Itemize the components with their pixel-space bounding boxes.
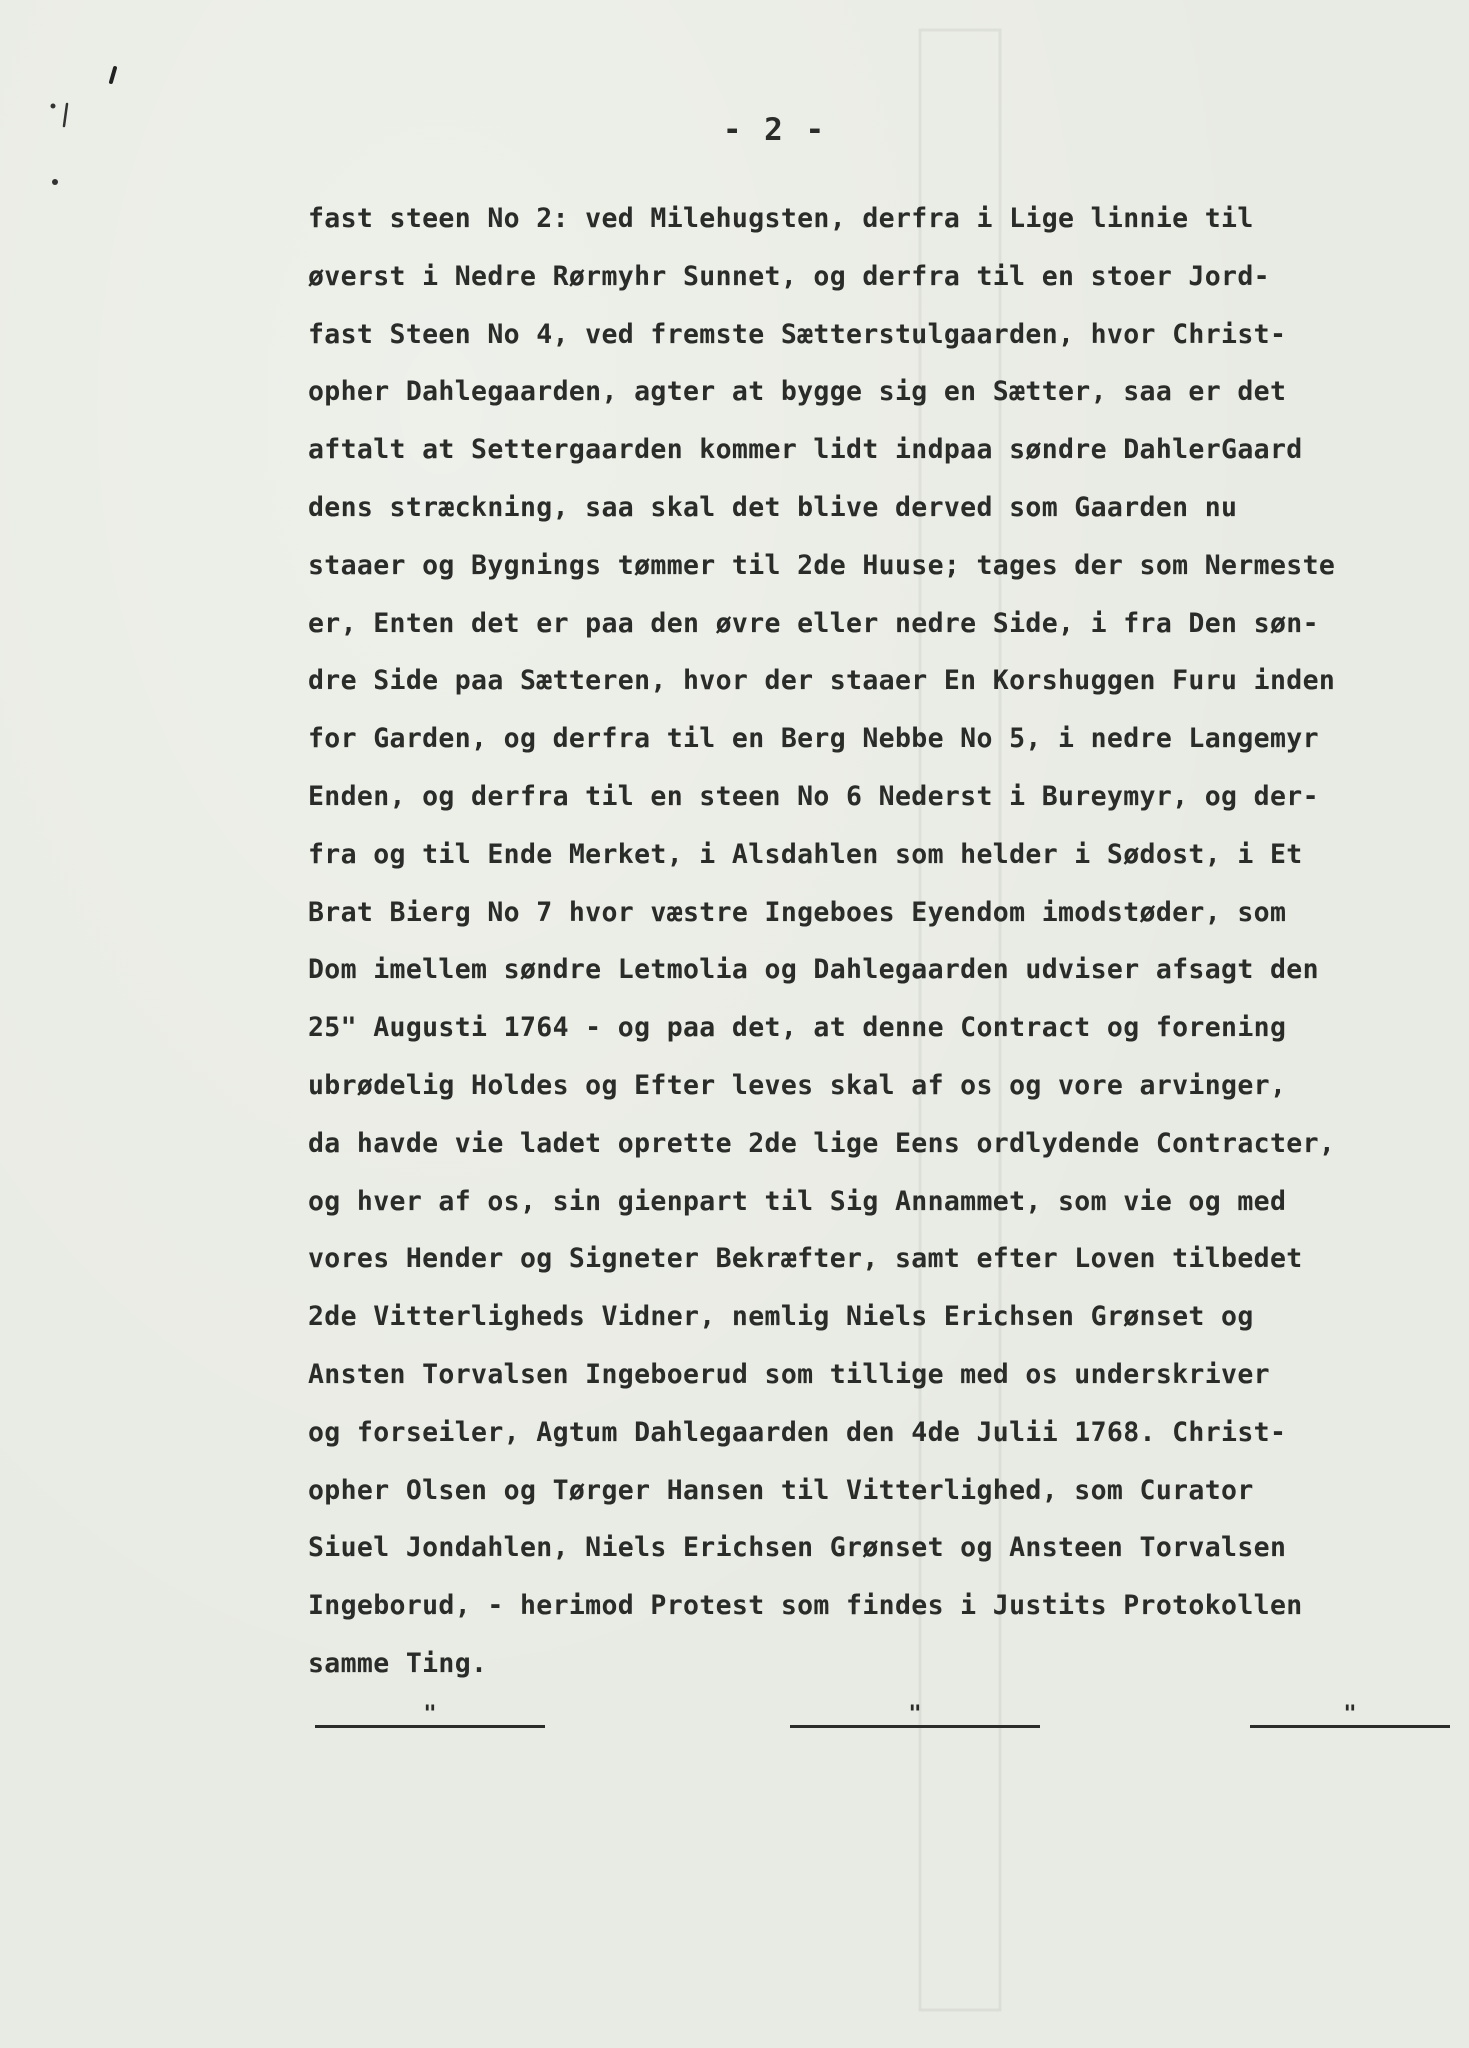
page-number: - 2 - xyxy=(722,112,827,148)
text-line: 25" Augusti 1764 - og paa det, at denne Contract og forening xyxy=(308,1012,1287,1044)
ditto-mark: " xyxy=(1343,1702,1357,1727)
text-line: Brat Bierg No 7 hvor væstre Ingeboes Eyendom imodstøder, som xyxy=(308,896,1287,928)
text-line: er, Enten det er paa den øvre eller nedre Side, i fra Den søn- xyxy=(308,607,1319,639)
text-line: for Garden, og derfra til en Berg Nebbe No 5, i nedre Langemyr xyxy=(308,723,1319,755)
text-line: fast steen No 2: ved Milehugsten, derfra i Lige linnie til xyxy=(308,203,1254,234)
text-line: dre Side paa Sætteren, hvor der staaer En Korshuggen Furu inden xyxy=(308,665,1336,697)
ditto-mark: " xyxy=(908,1702,922,1727)
text-line: da havde vie ladet oprette 2de lige Eens ordlydende Contracter, xyxy=(308,1127,1336,1159)
text-line: Enden, og derfra til en steen No 6 Nederst i Bureymyr, og der- xyxy=(308,780,1319,812)
document-body xyxy=(308,190,1448,1693)
text-line: og hver af os, sin gienpart til Sig Annammet, som vie og med xyxy=(308,1185,1287,1217)
text-line: opher Dahlegaarden, agter at bygge sig en Sætter, saa er det xyxy=(308,376,1287,408)
text-line: Siuel Jondahlen, Niels Erichsen Grønset og Ansteen Torvalsen xyxy=(308,1532,1287,1564)
text-line: samme Ting. xyxy=(308,1647,488,1679)
text-line: Dom imellem søndre Letmolia og Dahlegaarden udviser afsagt den xyxy=(308,954,1319,986)
text-line: opher Olsen og Tørger Hansen til Vitterlighed, som Curator xyxy=(308,1474,1254,1506)
text-line: og forseiler, Agtum Dahlegaarden den 4de Julii 1768. Christ- xyxy=(308,1416,1287,1448)
signature-line-2 xyxy=(790,1702,1040,1734)
text-line: staaer og Bygnings tømmer til 2de Huuse; tages der som Nermeste xyxy=(308,549,1336,581)
text-line: aftalt at Settergaarden kommer lidt indpaa søndre DahlerGaard xyxy=(308,434,1303,466)
ditto-mark: " xyxy=(423,1702,437,1727)
text-line: fra og til Ende Merket, i Alsdahlen som helder i Sødost, i Et xyxy=(308,838,1303,870)
text-line: dens stræckning, saa skal det blive derved som Gaarden nu xyxy=(308,491,1238,523)
signature-line-1 xyxy=(315,1702,545,1734)
text-line: ubrødelig Holdes og Efter leves skal af os og vore arvinger, xyxy=(308,1069,1287,1101)
text-line: fast Steen No 4, ved fremste Sætterstulgaarden, hvor Christ- xyxy=(308,318,1287,350)
text-line: øverst i Nedre Rørmyhr Sunnet, og derfra til en stoer Jord- xyxy=(308,260,1270,292)
text-line: vores Hender og Signeter Bekræfter, samt efter Loven tilbedet xyxy=(308,1243,1303,1275)
text-line: Ansten Torvalsen Ingeboerud som tillige med os underskriver xyxy=(308,1358,1270,1390)
signature-line-3 xyxy=(1250,1702,1450,1734)
text-line: Ingeborud, - herimod Protest som findes i Justits Protokollen xyxy=(308,1590,1303,1622)
text-line: 2de Vitterligheds Vidner, nemlig Niels Erichsen Grønset og xyxy=(308,1301,1254,1333)
